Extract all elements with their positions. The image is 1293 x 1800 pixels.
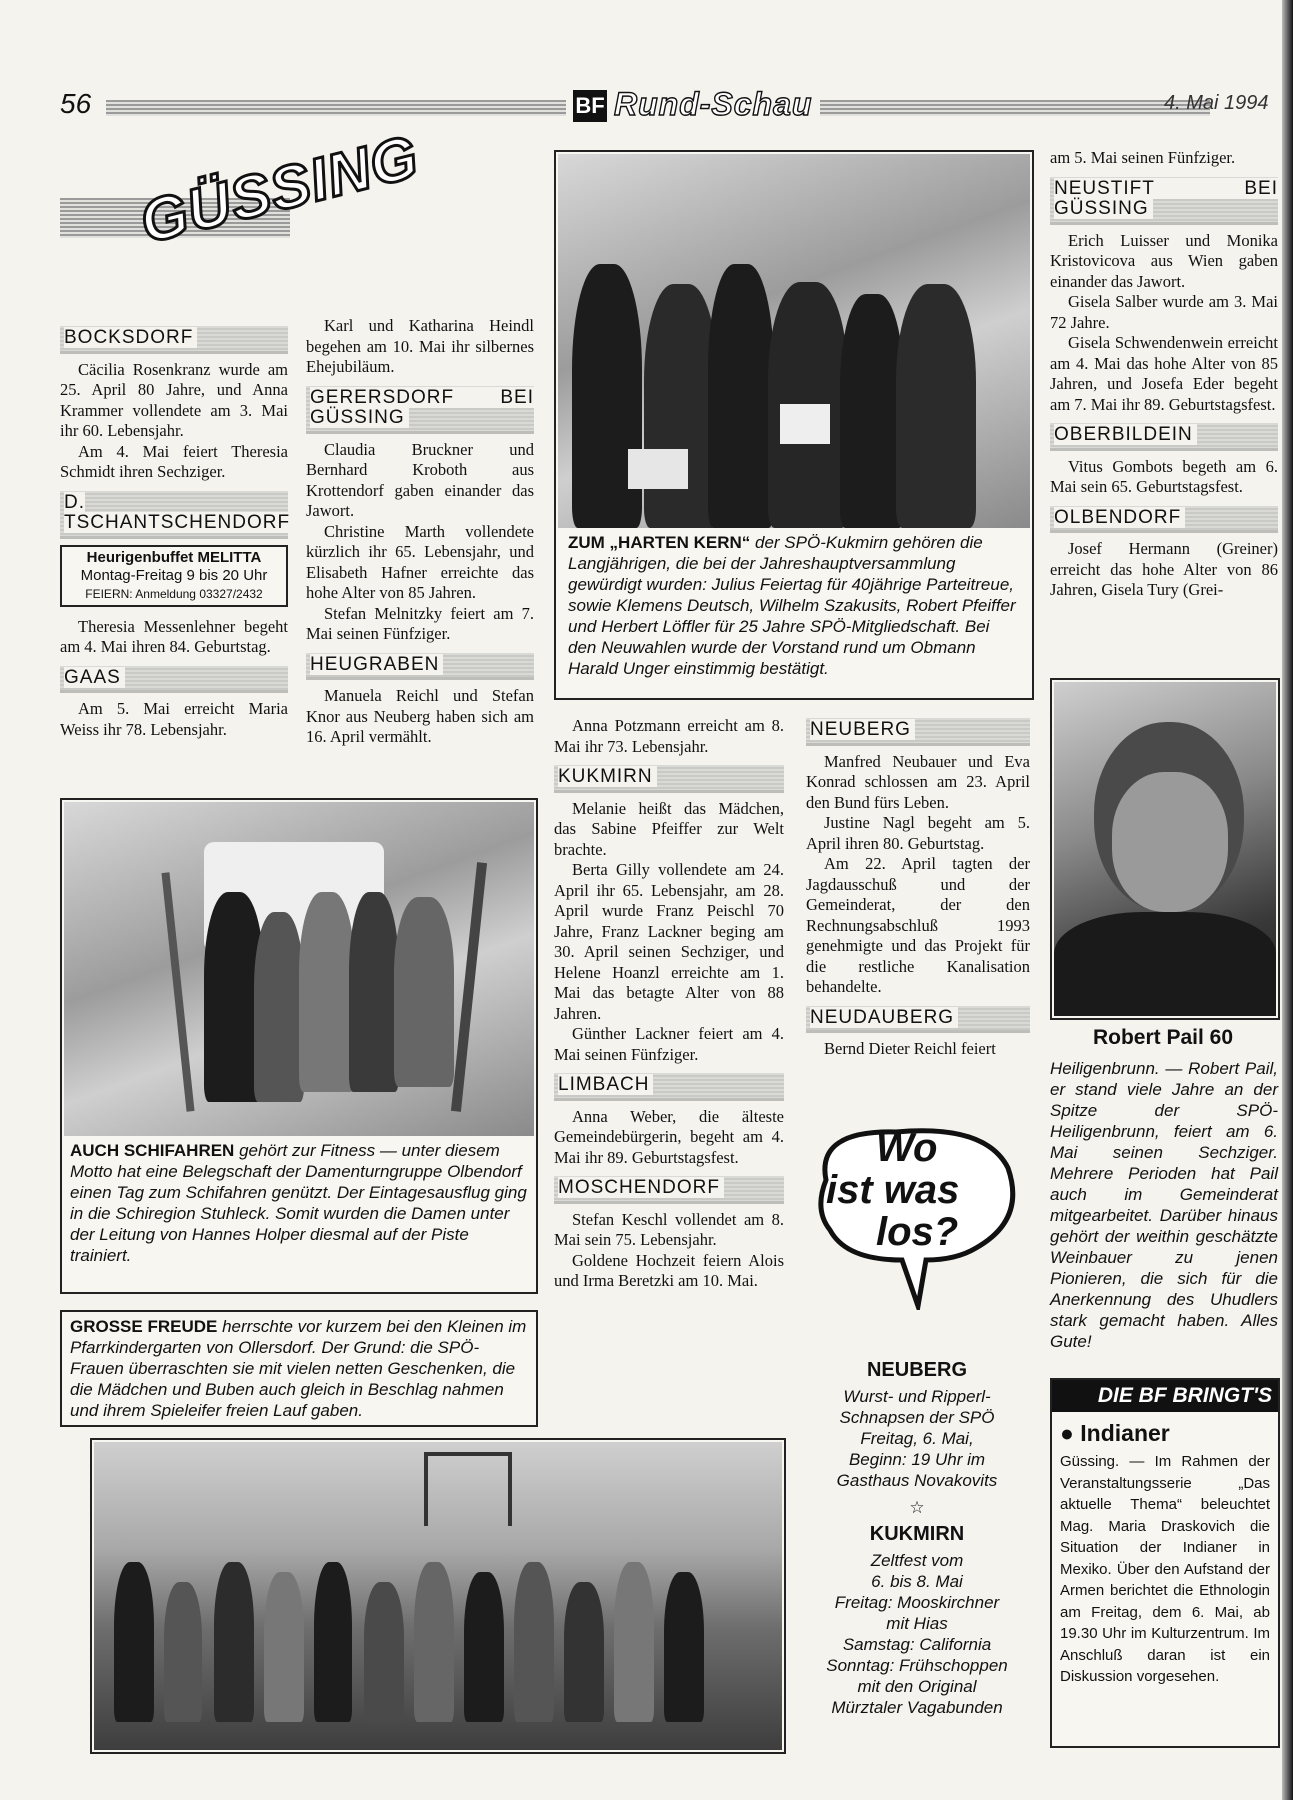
event-neuberg-line-3: Freitag, 6. Mai, <box>860 1428 974 1448</box>
portrait-frame <box>1050 678 1280 1020</box>
portrait-face <box>1112 772 1228 912</box>
text-limbach: Anna Weber, die älteste Gemeindebürgerin, begeht am 4. Mai ihr 89. Geburtstagsfest. <box>554 1106 784 1167</box>
event-kukmirn-line-1: Zeltfest vom <box>870 1550 964 1570</box>
column-2 <box>306 316 534 748</box>
text-bocksdorf-1: Cäcilia Rosenkranz wurde am 25. April 80 Jahre, und Anna Krammer vollendete am 3. Mai ihr 60. Lebensjahr. <box>60 359 288 440</box>
ad-line-3: FEIERN: Anmeldung 03327/2432 <box>85 586 263 601</box>
event-kukmirn-line-4: mit Hias <box>886 1613 948 1633</box>
event-kukmirn-line-7: mit den Original <box>857 1676 977 1696</box>
event-kukmirn-line-6: Sonntag: Frühschoppen <box>826 1655 1008 1675</box>
photo-figure <box>264 1572 304 1722</box>
heading-limbach: LIMBACH <box>554 1073 784 1101</box>
text-heugraben: Manuela Reichl und Stefan Knor aus Neuberg haben sich am 16. April vermählt. <box>306 686 534 746</box>
caption-top-photo <box>568 532 1020 679</box>
bubble-line-1: Wo <box>876 1126 938 1170</box>
text-gerersdorf-1: Claudia Bruckner und Bernhard Kroboth aus Krottendorf gaben einander das Jawort. <box>306 439 534 520</box>
bf-bringts-title-text: Indianer <box>1080 1420 1170 1446</box>
kids-frame <box>90 1438 786 1754</box>
text-potzmann: Anna Potzmann erreicht am 8. Mai ihr 73. Lebensjahr. <box>554 716 784 756</box>
ad-line-2: Montag-Freitag 9 bis 20 Uhr <box>80 566 268 584</box>
page-header <box>58 88 1280 128</box>
photo-figure <box>464 1572 504 1722</box>
photo-figure <box>164 1582 202 1722</box>
text-oberbildein: Vitus Gombots begeth am 6. Mai sein 65. Geburtstagsfest. <box>1050 456 1278 496</box>
events-list <box>806 1360 1028 1718</box>
text-neuberg-1: Manfred Neubauer und Eva Konrad schlossen am 23. April den Bund fürs Leben. <box>806 751 1030 812</box>
ad-heurigenbuffet <box>60 545 288 607</box>
event-kukmirn-line-5: Samstag: California <box>842 1634 992 1654</box>
text-kukmirn-1: Melanie heißt das Mädchen, das Sabine Pfeiffer zur Welt brachte. <box>554 798 784 859</box>
text-neustift-3: Gisela Schwendenwein erreicht am 4. Mai das hohe Alter von 85 Jahren, und Josefa Eder begeht am 7. Mai ihr 89. Geburtstagsfest. <box>1050 333 1278 414</box>
photo-figure <box>564 1582 604 1722</box>
photo-ski <box>451 862 487 1112</box>
page-number: 56 <box>60 88 92 119</box>
column-3 <box>554 716 784 1292</box>
text-gerersdorf-2: Christine Marth vollendete kürzlich ihr 65. Lebensjahr, und Elisabeth Hafner erreichte das hohe Alter von 85 Jahren. <box>306 521 534 602</box>
caption-top-text: der SPÖ-Kukmirn gehören die Langjährigen, die bei der Jahreshauptversammlung gewürdigt wurden: Julius Feiertag für 40jährige Parteitreue, sowie Klemens Deutsch, Wilhelm Szakusits, Robert Pfeiffer und Herbert Löffler für 25 Jahre SPÖ-Mitgliedschaft. Bei den Neuwahlen wurde der Vorstand rund um Obmann Harald Unger einstimmig bestätigt. <box>568 533 1016 678</box>
caption-kids-bold: GROSSE FREUDE <box>70 1317 218 1336</box>
bf-bringts-header: DIE BF BRINGT'S <box>1052 1380 1278 1412</box>
text-neuberg-2: Justine Nagl begeht am 5. April ihren 80. Geburtstag. <box>806 813 1030 853</box>
heading-bocksdorf: BOCKSDORF <box>60 326 288 354</box>
logo-title: Rund-Schau <box>614 86 813 122</box>
caption-ski-bold: AUCH SCHIFAHREN <box>70 1141 235 1160</box>
photo-paper <box>628 449 688 489</box>
heading-neuberg: NEUBERG <box>806 718 1030 746</box>
photo-figure <box>254 912 304 1102</box>
photo-figure <box>664 1572 704 1722</box>
header-rule-right <box>820 100 1210 116</box>
text-moschendorf-1: Stefan Keschl vollendet am 8. Mai sein 75. Lebensjahr. <box>554 1209 784 1249</box>
bf-bringts-title <box>1052 1412 1278 1451</box>
scan-edge <box>1282 0 1293 1800</box>
column-1 <box>60 318 291 740</box>
photo-top-frame <box>554 150 1034 700</box>
photo-figure <box>644 284 718 528</box>
ad-line-1: Heurigenbuffet MELITTA <box>86 548 262 566</box>
event-kukmirn-line-2: 6. bis 8. Mai <box>871 1571 963 1591</box>
heading-tschantschendorf: D. TSCHANTSCHENDORF <box>60 491 288 539</box>
photo-figure <box>299 892 355 1092</box>
heading-oberbildein: OBERBILDEIN <box>1050 423 1278 451</box>
photo-kindergarten <box>94 1442 782 1750</box>
event-neuberg-title: NEUBERG <box>866 1359 967 1381</box>
event-star-icon: ☆ <box>909 1497 925 1517</box>
photo-figure <box>514 1562 554 1722</box>
event-neuberg-line-4: Beginn: 19 Uhr im <box>848 1449 986 1469</box>
section-title: GÜSSING <box>133 122 426 257</box>
text-neuberg-3: Am 22. April tagten der Jagdausschuß und der Gemeinderat, der den Rechnungsabschluß 1993 genehmigte und das Projekt für die restliche Kanalisation behandelte. <box>806 854 1030 996</box>
column-4 <box>806 716 1030 1060</box>
heading-gaas: GAAS <box>60 666 288 694</box>
photo-figure <box>394 897 454 1087</box>
portrait-photo <box>1054 682 1276 1016</box>
caption-ski-text: gehört zur Fitness — unter diesem Motto hat eine Belegschaft der Damenturngruppe Olbendorf einen Tag zum Schifahren genützt. Der Eintagesausflug ging in die Schiregion Stuhleck. Somit wurden die Damen unter der Leitung von Hannes Holper diesmal auf der Piste trainiert. <box>70 1141 527 1265</box>
photo-group-men <box>558 154 1030 528</box>
text-neustift-2: Gisela Salber wurde am 3. Mai 72 Jahre. <box>1050 292 1278 332</box>
heading-heugraben: HEUGRABEN <box>306 653 534 681</box>
text-bocksdorf-2: Am 4. Mai feiert Theresia Schmidt ihren Sechziger. <box>60 441 288 481</box>
event-kukmirn-line-3: Freitag: Mooskirchner <box>834 1592 1000 1612</box>
photo-figure <box>896 284 976 528</box>
photo-ski-group <box>64 802 534 1136</box>
page-date: 4. Mai 1994 <box>1164 92 1269 114</box>
bf-bringts-text: Güssing. — Im Rahmen der Veranstaltungsserie „Das aktuelle Thema“ beleuchtet Mag. Maria Draskovich die Situation der Indianer in Mexiko. Über den Aufstand der Armen berichtet die Ethnologin am Freitag, dem 6. Mai, ab 19.30 Uhr im Kulturzentrum. Im Anschluß daran ist ein Diskussion vorgesehen. <box>1060 1453 1270 1685</box>
photo-swing <box>424 1452 512 1526</box>
heading-neustift: NEUSTIFT BEI GÜSSING <box>1050 177 1278 225</box>
heading-gerersdorf: GERERSDORF BEI GÜSSING <box>306 386 534 434</box>
photo-figure <box>314 1562 352 1722</box>
bubble-line-3: los? <box>876 1210 959 1254</box>
caption-ski <box>70 1140 528 1266</box>
photo-figure <box>364 1582 404 1722</box>
photo-figure <box>114 1562 154 1722</box>
event-neuberg-line-5: Gasthaus Novakovits <box>836 1470 998 1490</box>
photo-figure <box>614 1562 654 1722</box>
photo-figure <box>708 264 774 528</box>
caption-kids-text: herrschte vor kurzem bei den Kleinen im Pfarrkindergarten von Ollersdorf. Der Grund: die SPÖ-Frauen überraschten sie mit vielen netten Geschenken, die die Mädchen und Buben auch gleich in Beschlag nahmen und ihrem Spieleifer freien Lauf gaben. <box>70 1317 527 1420</box>
portrait-name: Robert Pail 60 <box>1092 1026 1234 1049</box>
bubble-line-2: ist was <box>826 1168 960 1212</box>
text-fuenfziger: am 5. Mai seinen Fünfziger. <box>1050 148 1236 167</box>
heading-kukmirn: KUKMIRN <box>554 765 784 793</box>
header-rule-left <box>106 100 566 116</box>
portrait-body <box>1054 912 1276 1016</box>
text-moschendorf-2: Goldene Hochzeit feiern Alois und Irma Beretzki am 10. Mai. <box>554 1250 784 1290</box>
logo-bf: BF <box>573 90 607 122</box>
portrait-text: Heiligenbrunn. — Robert Pail, er stand viele Jahre an der Spitze der SPÖ-Heiligenbrunn, feiert am 6. Mai seinen Sechziger. Mehrere Perioden hat Pail auch im Gemeinderat mitgearbeitet. Darüber hinaus gehört der weithin geschätzte Weinbauer zu jenen Pionieren, die sich für die Anerkennung des Uhudlers stark gemacht haben. Alles Gute! <box>1050 1059 1278 1351</box>
column-5 <box>1050 148 1278 601</box>
text-messenlehner: Theresia Messenlehner begeht am 4. Mai ihren 84. Geburtstag. <box>60 616 288 656</box>
photo-figure <box>349 892 399 1092</box>
photo-ski <box>161 872 194 1112</box>
event-neuberg-line-1: Wurst- und Ripperl- <box>843 1386 991 1406</box>
text-heindl: Karl und Katharina Heindl begehen am 10. Mai ihr silbernes Ehejubiläum. <box>306 316 534 376</box>
event-kukmirn-title: KUKMIRN <box>869 1523 965 1545</box>
caption-kids <box>60 1310 538 1427</box>
photo-figure <box>840 294 904 528</box>
bf-bringts-box <box>1050 1378 1280 1748</box>
photo-paper <box>780 404 830 444</box>
heading-olbendorf: OLBENDORF <box>1050 506 1278 534</box>
text-kukmirn-2: Berta Gilly vollendete am 24. April ihr 65. Lebensjahr, am 28. April wurde Franz Peischl 70 Jahre, Franz Lackner beging am 30. April seinen Sechziger, und Helene Hoanzl erreichte am 1. Mai das betagte Alter von 88 Jahren. <box>554 860 784 1023</box>
event-neuberg-line-2: Schnapsen der SPÖ <box>839 1407 995 1427</box>
caption-top-bold: ZUM „HARTEN KERN“ <box>568 533 751 552</box>
photo-figure <box>214 1562 254 1722</box>
events-bubble <box>806 1120 1028 1310</box>
text-neudauberg: Bernd Dieter Reichl feiert <box>824 1039 996 1058</box>
heading-neudauberg: NEUDAUBERG <box>806 1006 1030 1034</box>
bullet-icon: ● <box>1060 1420 1074 1446</box>
heading-moschendorf: MOSCHENDORF <box>554 1176 784 1204</box>
text-gaas: Am 5. Mai erreicht Maria Weiss ihr 78. Lebensjahr. <box>60 699 288 739</box>
text-neustift-1: Erich Luisser und Monika Kristovicova aus Wien gaben einander das Jawort. <box>1050 230 1278 291</box>
text-kukmirn-3: Günther Lackner feiert am 4. Mai seinen Fünfziger. <box>554 1024 784 1064</box>
photo-figure <box>414 1562 454 1722</box>
ski-frame <box>60 798 538 1294</box>
text-gerersdorf-3: Stefan Melnitzky feiert am 7. Mai seinen Fünfziger. <box>306 603 534 643</box>
event-kukmirn-line-8: Mürztaler Vagabunden <box>831 1697 1003 1717</box>
text-olbendorf: Josef Hermann (Greiner) erreicht das hohe Alter von 86 Jahren, Gisela Tury (Grei- <box>1050 539 1278 599</box>
